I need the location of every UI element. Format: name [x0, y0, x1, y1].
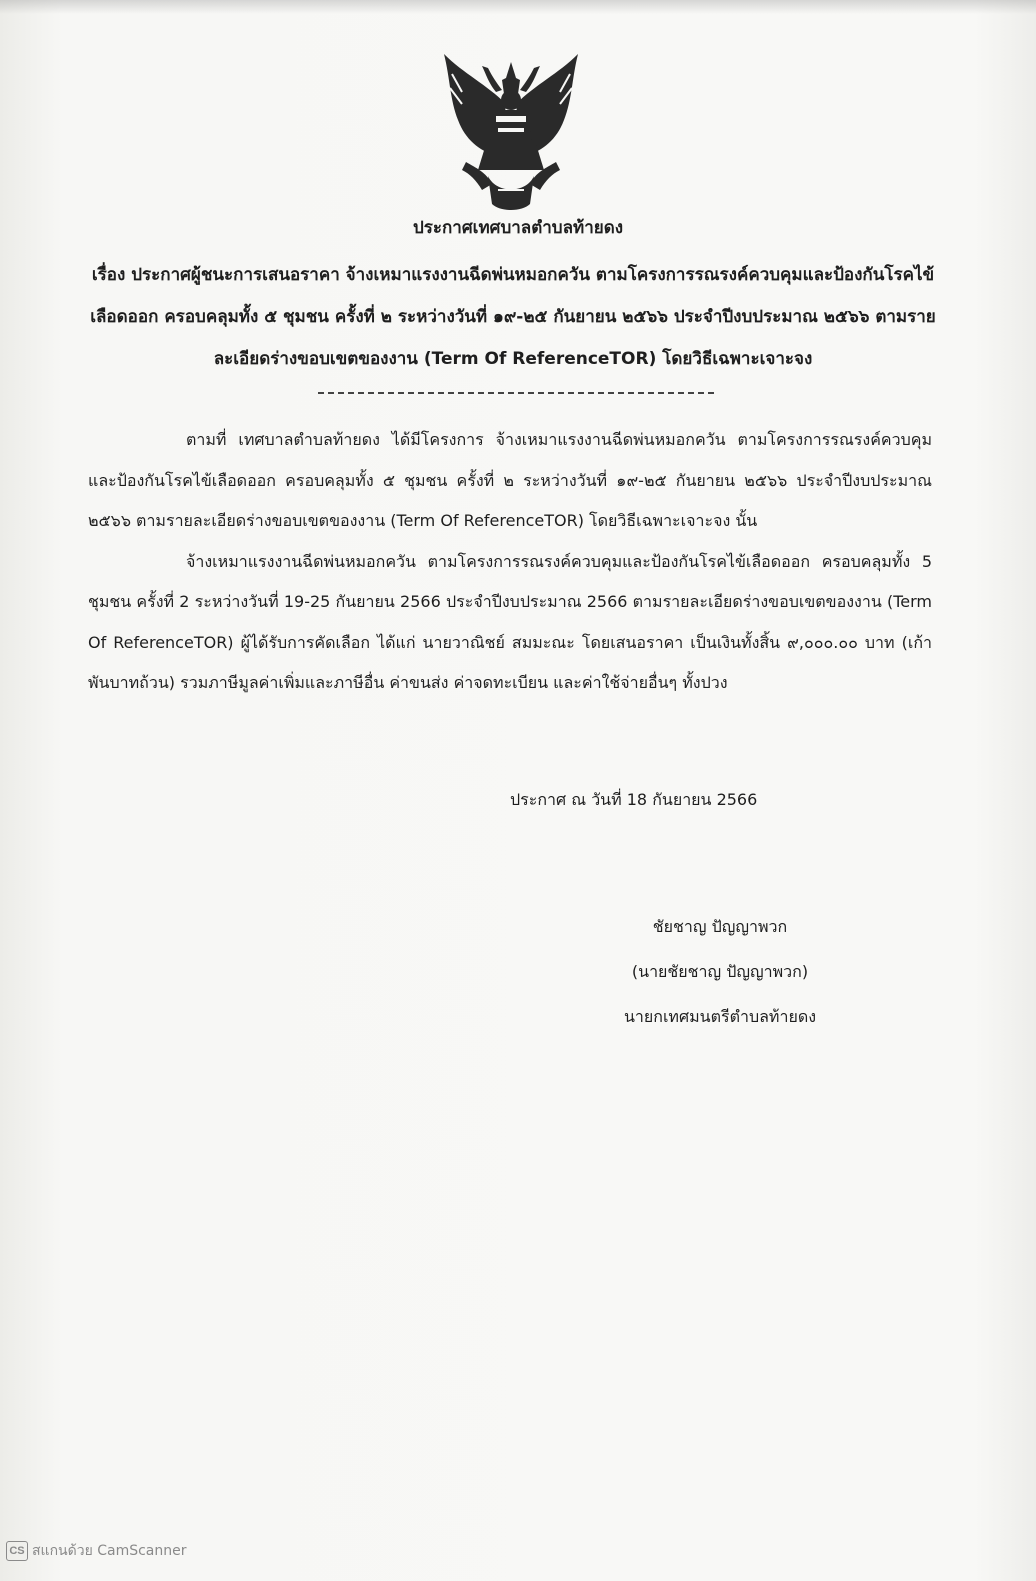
- signer-position: นายกเทศมนตรีตำบลท้ายดง: [623, 1007, 817, 1026]
- scan-edge: [0, 0, 1036, 14]
- signature-block: [580, 904, 860, 1039]
- dashed-divider: [318, 392, 714, 394]
- body-paragraph-1: ตามที่ เทศบาลตำบลท้ายดง ได้มีโครงการ จ้างเหมาแรงงานฉีดพ่นหมอกควัน ตามโครงการรณรงค์ควบคุมและป้องกันโรคไข้เลือดออก ครอบคลุมทั้ง ๕ ชุมชน ครั้งที่ ๒ ระหว่างวันที่ ๑๙-๒๕ กันยายน ๒๕๖๖ ประจำปีงบประมาณ ๒๕๖๖ ตามรายละเอียดร่างขอบเขตของงาน (Term Of ReferenceTOR) โดยวิธีเฉพาะเจาะจง นั้น: [88, 430, 932, 530]
- announcement-body: [88, 420, 932, 704]
- announcement-title: ประกาศเทศบาลตำบลท้ายดง: [412, 218, 624, 238]
- body-paragraph-2: จ้างเหมาแรงงานฉีดพ่นหมอกควัน ตามโครงการรณรงค์ควบคุมและป้องกันโรคไข้เลือดออก ครอบคลุมทั้ง 5 ชุมชน ครั้งที่ 2 ระหว่างวันที่ 19-25 กันยายน 2566 ประจำปีงบประมาณ 2566 ตามรายละเอียดร่างขอบเขตของงาน (Term Of ReferenceTOR) ผู้ได้รับการคัดเลือก ได้แก่ นายวาณิชย์ สมมะณะ โดยเสนอราคา เป็นเงินทั้งสิ้น ๙,๐๐๐.๐๐ บาท (เก้าพันบาทถ้วน) รวมภาษีมูลค่าเพิ่มและภาษีอื่น ค่าขนส่ง ค่าจดทะเบียน และค่าใช้จ่ายอื่นๆ ทั้งปวง: [88, 551, 932, 692]
- watermark-text: สแกนด้วย CamScanner: [32, 1543, 187, 1559]
- garuda-emblem-icon: [436, 44, 586, 214]
- announcement-date: ประกาศ ณ วันที่ 18 กันยายน 2566: [510, 790, 758, 809]
- announcement-subject: เรื่อง ประกาศผู้ชนะการเสนอราคา จ้างเหมาแรงงานฉีดพ่นหมอกควัน ตามโครงการรณรงค์ควบคุมและป้องกันโรคไข้เลือดออก ครอบคลุมทั้ง ๕ ชุมชน ครั้งที่ ๒ ระหว่างวันที่ ๑๙-๒๕ กันยายน ๒๕๖๖ ประจำปีงบประมาณ ๒๕๖๖ ตามรายละเอียดร่างขอบเขตของงาน (Term Of ReferenceTOR) โดยวิธีเฉพาะเจาะจง: [90, 265, 936, 369]
- printed-name: (นายชัยชาญ ปัญญาพวก): [631, 962, 809, 981]
- signed-name: ชัยชาญ ปัญญาพวก: [652, 917, 788, 936]
- camscanner-watermark: [6, 1540, 187, 1562]
- camscanner-icon: CS: [6, 1541, 28, 1561]
